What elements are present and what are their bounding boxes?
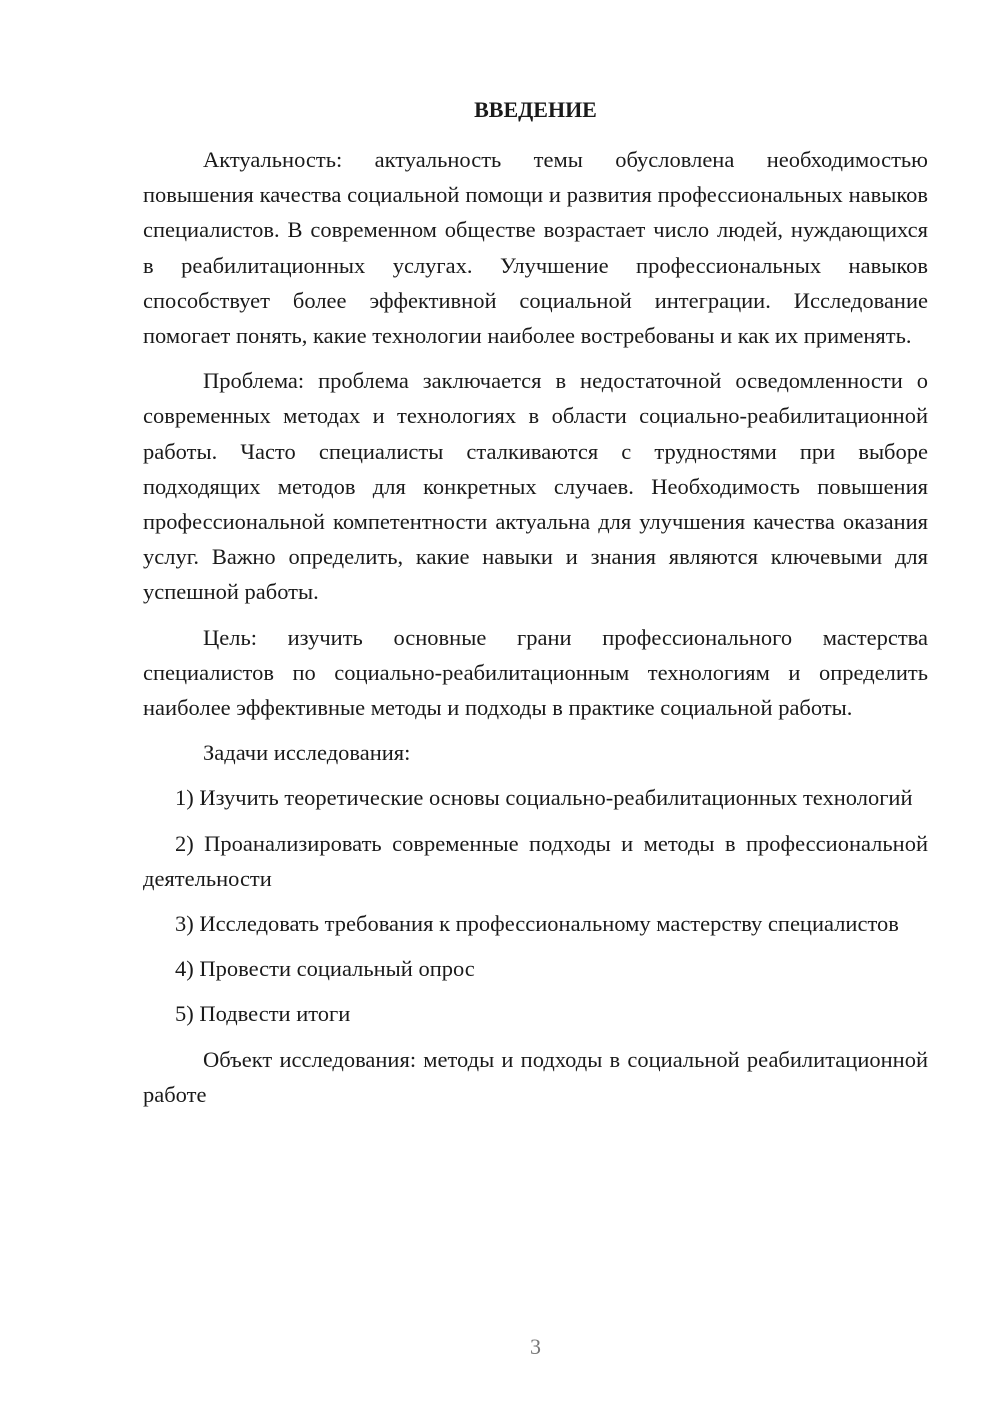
paragraph-problem: Проблема: проблема заключается в недостаточной осведомленности о современных методах и технологиях в области социально-реабилитационной работы. Часто специалисты сталкиваются с трудностями при выборе подходящих методов для конкретных случаев. Необходимость повышения профессиональной компетентности актуальна для улучшения качества оказания услуг. Важно определить, какие навыки и знания являются ключевыми для успешной работы. — [143, 368, 928, 605]
section-title: ВВЕДЕНИЕ — [474, 97, 597, 122]
task-item-4: 4) Провести социальный опрос — [175, 956, 475, 982]
page-number: 3 — [530, 1334, 541, 1359]
paragraph-tasks-heading: Задачи исследования: — [203, 740, 411, 766]
paragraph-goal: Цель: изучить основные грани профессионального мастерства специалистов по социально-реабилитационным технологиям и определить наиболее эффективные методы и подходы в практике социальной работы. — [143, 624, 928, 721]
task-item-1: 1) Изучить теоретические основы социально-реабилитационных технологий — [175, 785, 913, 811]
task-item-2: 2) Проанализировать современные подходы и методы в профессиональной деятельности — [143, 830, 928, 891]
document-body — [143, 142, 928, 1122]
paragraph-object: Объект исследования: методы и подходы в социальной реабилитационной работе — [143, 1046, 928, 1107]
paragraph-relevance: Актуальность: актуальность темы обусловлена необходимостью повышения качества социальной помощи и развития профессиональных навыков специалистов. В современном обществе возрастает число людей, нуждающихся в реабилитационных услугах. Улучшение профессиональных навыков способствует более эффективной социальной интеграции. Исследование помогает понять, какие технологии наиболее востребованы и как их применять. — [143, 147, 928, 349]
task-item-3: 3) Исследовать требования к профессиональному мастерству специалистов — [175, 911, 899, 937]
task-item-5: 5) Подвести итоги — [175, 1001, 351, 1027]
